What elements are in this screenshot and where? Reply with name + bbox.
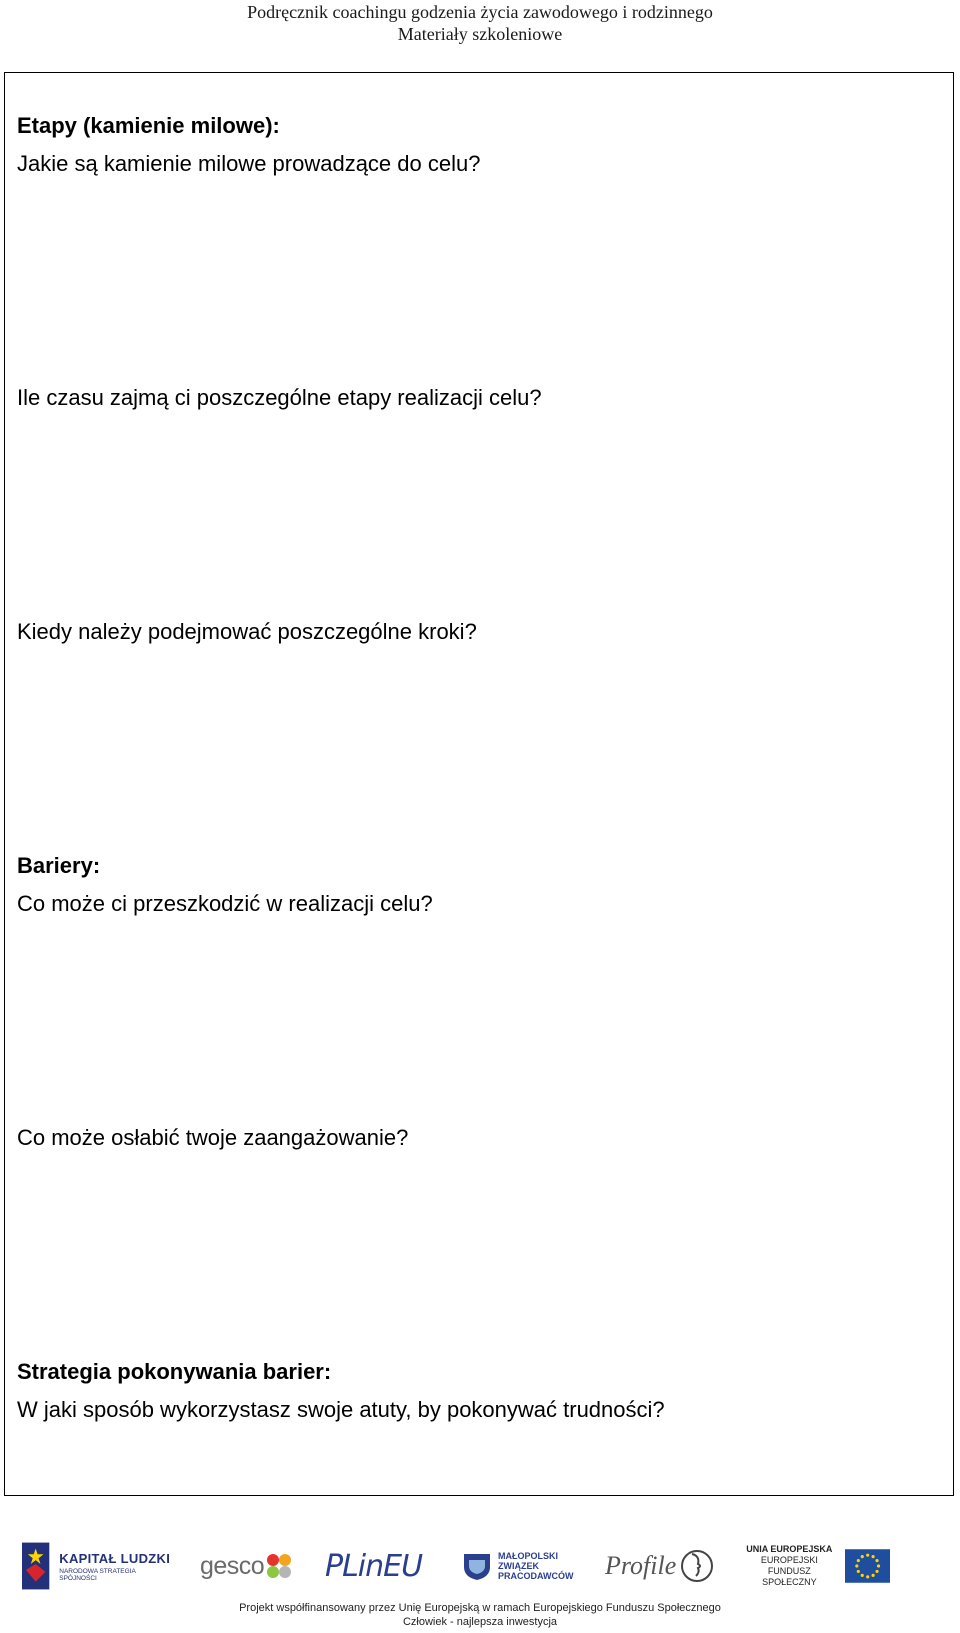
- question-obstacles: Co może ci przeszkodzić w realizacji celu?: [17, 891, 433, 916]
- worksheet-box: [4, 72, 954, 1496]
- header-title: Podręcznik coachingu godzenia życia zawodowego i rodzinnego: [247, 2, 713, 22]
- eu-line3: FUNDUSZ SPOŁECZNY: [762, 1566, 817, 1587]
- eu-logo: [740, 1538, 890, 1594]
- kapital-ludzki-emblem-icon: [22, 1542, 51, 1590]
- kapital-ludzki-logo: [22, 1538, 172, 1594]
- footer-funding-note: Projekt współfinansowany przez Unię Europejską w ramach Europejskiego Funduszu Społecznego: [239, 1602, 721, 1614]
- mzp-line3: PRACODAWCÓW: [498, 1571, 574, 1581]
- gesco-dots-icon: [266, 1553, 292, 1579]
- gesco-wordmark: gesco: [200, 1551, 265, 1580]
- heading-strategy: Strategia pokonywania barier:: [17, 1359, 332, 1384]
- mzp-line1: MAŁOPOLSKI: [498, 1551, 558, 1561]
- mzp-logo: [462, 1538, 582, 1594]
- footer-slogan: Człowiek - najlepsza inwestycja: [402, 1616, 558, 1628]
- question-when: Kiedy należy podejmować poszczególne kroki?: [17, 619, 477, 644]
- kapital-ludzki-subtitle: NARODOWA STRATEGIA SPÓJNOŚCI: [59, 1567, 136, 1582]
- question-milestones: Jakie są kamienie milowe prowadzące do celu?: [17, 151, 481, 176]
- header-subtitle: Materiały szkoleniowe: [397, 24, 563, 44]
- profile-logo: [605, 1538, 720, 1594]
- profile-face-icon: [680, 1546, 714, 1586]
- question-strengths: W jaki sposób wykorzystasz swoje atuty, by pokonywać trudności?: [17, 1397, 665, 1422]
- heading-barriers: Bariery:: [17, 853, 101, 878]
- eu-line2: EUROPEJSKI: [760, 1555, 818, 1565]
- question-time: Ile czasu zajmą ci poszczególne etapy realizacji celu?: [17, 385, 542, 410]
- mzp-shield-icon: [462, 1551, 492, 1581]
- plineu-wordmark: PLinEU: [325, 1548, 423, 1584]
- eu-flag-icon: [845, 1549, 890, 1583]
- footer-logos: [0, 1538, 960, 1598]
- profile-wordmark: Profile: [605, 1551, 677, 1580]
- gesco-logo: [200, 1538, 300, 1594]
- eu-line1: UNIA EUROPEJSKA: [746, 1544, 833, 1554]
- heading-milestones: Etapy (kamienie milowe):: [17, 113, 280, 138]
- mzp-line2: ZWIĄZEK: [498, 1561, 539, 1571]
- question-commitment: Co może osłabić twoje zaangażowanie?: [17, 1125, 409, 1150]
- plineu-logo: [325, 1538, 435, 1594]
- kapital-ludzki-title: KAPITAŁ LUDZKI: [59, 1550, 171, 1566]
